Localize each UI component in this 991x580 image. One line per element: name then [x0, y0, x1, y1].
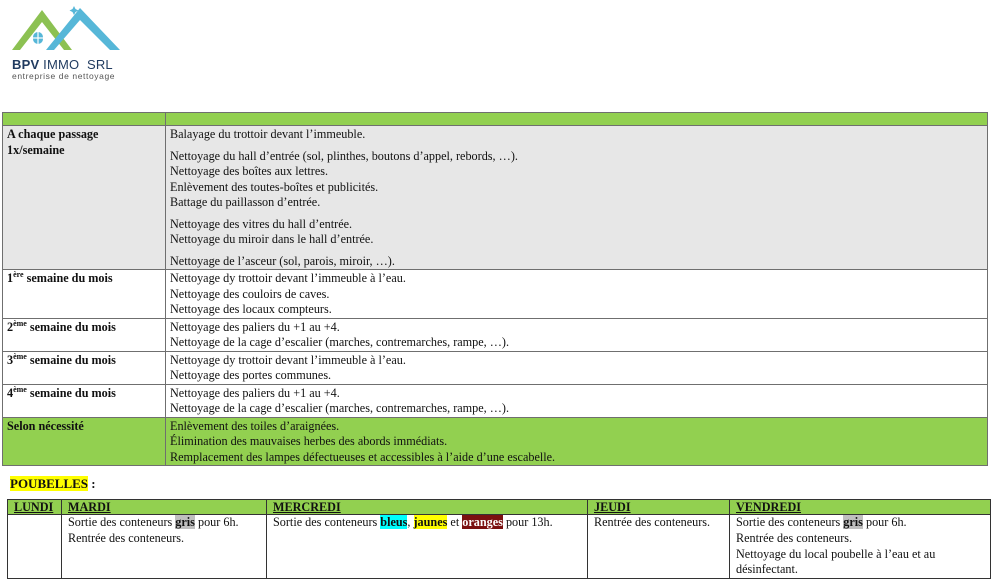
- task-line: Nettoyage des portes communes.: [170, 368, 332, 382]
- task-line: Nettoyage du hall d’entrée (sol, plinthes, boutons d’appel, rebords, …).: [170, 148, 518, 163]
- row-label: 4ème semaine du mois: [3, 384, 166, 417]
- task-line: Nettoyage de la cage d’escalier (marches, contremarches, rampe, …).: [170, 401, 510, 415]
- task-line: Enlèvement des toiles d’araignées.: [170, 418, 340, 433]
- task-line: Nettoyage des boîtes aux lettres.: [170, 164, 329, 178]
- task-line: Nettoyage du miroir dans le hall d’entrée.: [170, 232, 374, 246]
- task-line: Nettoyage dy trottoir devant l’immeuble à l’eau.: [170, 352, 406, 367]
- row-label: 3ème semaine du mois: [3, 351, 166, 384]
- row-tasks: [166, 270, 988, 319]
- row-tasks: [166, 384, 988, 417]
- task-line: Élimination des mauvaises herbes des abords immédiats.: [170, 434, 448, 448]
- task-line: Nettoyage de l’asceur (sol, parois, miroir, …).: [170, 253, 395, 268]
- row-tasks: [166, 351, 988, 384]
- table-header-row: [3, 113, 988, 126]
- row-label: Selon nécessité: [3, 417, 166, 466]
- row-tasks: [166, 126, 988, 270]
- logo-text: [12, 57, 115, 81]
- logo-company-name: BPV IMMO SRL: [12, 57, 113, 72]
- bins-schedule-table: [7, 499, 991, 579]
- cell-vendredi: Sortie des conteneurs gris pour 6h. Rentrée des conteneurs. Nettoyage du local poubelle à l’eau et au désinfectant.: [730, 515, 991, 579]
- task-line: Enlèvement des toutes-boîtes et publicités.: [170, 179, 379, 194]
- task-line: Battage du paillasson d’entrée.: [170, 195, 321, 209]
- task-line: Nettoyage dy trottoir devant l’immeuble à l’eau.: [170, 271, 406, 285]
- task-line: Nettoyage des couloirs de caves.: [170, 286, 330, 301]
- table-row: [3, 417, 988, 466]
- task-line: Remplacement des lampes défectueuses et accessibles à l’aide d’une escabelle.: [170, 449, 556, 464]
- task-line: Nettoyage des vitres du hall d’entrée.: [170, 216, 353, 231]
- logo-tagline: entreprise de nettoyage: [12, 71, 116, 81]
- day-header-lundi: LUNDI: [8, 500, 62, 515]
- day-header-mercredi: MERCREDI: [267, 500, 588, 515]
- task-line: Nettoyage des locaux compteurs.: [170, 302, 332, 316]
- task-line: Nettoyage des paliers du +1 au +4.: [170, 319, 340, 334]
- row-tasks: [166, 318, 988, 351]
- cell-lundi: [8, 515, 62, 579]
- table-row: [3, 126, 988, 270]
- day-header-jeudi: JEUDI: [588, 500, 730, 515]
- task-line: Nettoyage des paliers du +1 au +4.: [170, 385, 340, 400]
- cell-mercredi: Sortie des conteneurs bleus, jaunes et oranges pour 13h.: [267, 515, 588, 579]
- table-row: [3, 351, 988, 384]
- day-header-mardi: MARDI: [62, 500, 267, 515]
- row-label: A chaque passage 1x/semaine: [3, 126, 166, 270]
- poubelles-heading: POUBELLES :: [10, 476, 96, 491]
- row-label: 2ème semaine du mois: [3, 318, 166, 351]
- days-header-row: [8, 500, 991, 515]
- row-label: 1ère semaine du mois: [3, 270, 166, 319]
- cell-jeudi: Rentrée des conteneurs.: [588, 515, 730, 579]
- day-header-vendredi: VENDREDI: [730, 500, 991, 515]
- task-line: Balayage du trottoir devant l’immeuble.: [170, 127, 366, 141]
- table-row: [3, 318, 988, 351]
- cell-mardi: Sortie des conteneurs gris pour 6h. Rentrée des conteneurs.: [62, 515, 267, 579]
- row-tasks: [166, 417, 988, 466]
- cleaning-schedule-table: [2, 112, 988, 466]
- task-line: Nettoyage de la cage d’escalier (marches, contremarches, rampe, …).: [170, 335, 510, 349]
- table-row: [3, 384, 988, 417]
- bins-row: [8, 515, 991, 579]
- table-row: [3, 270, 988, 319]
